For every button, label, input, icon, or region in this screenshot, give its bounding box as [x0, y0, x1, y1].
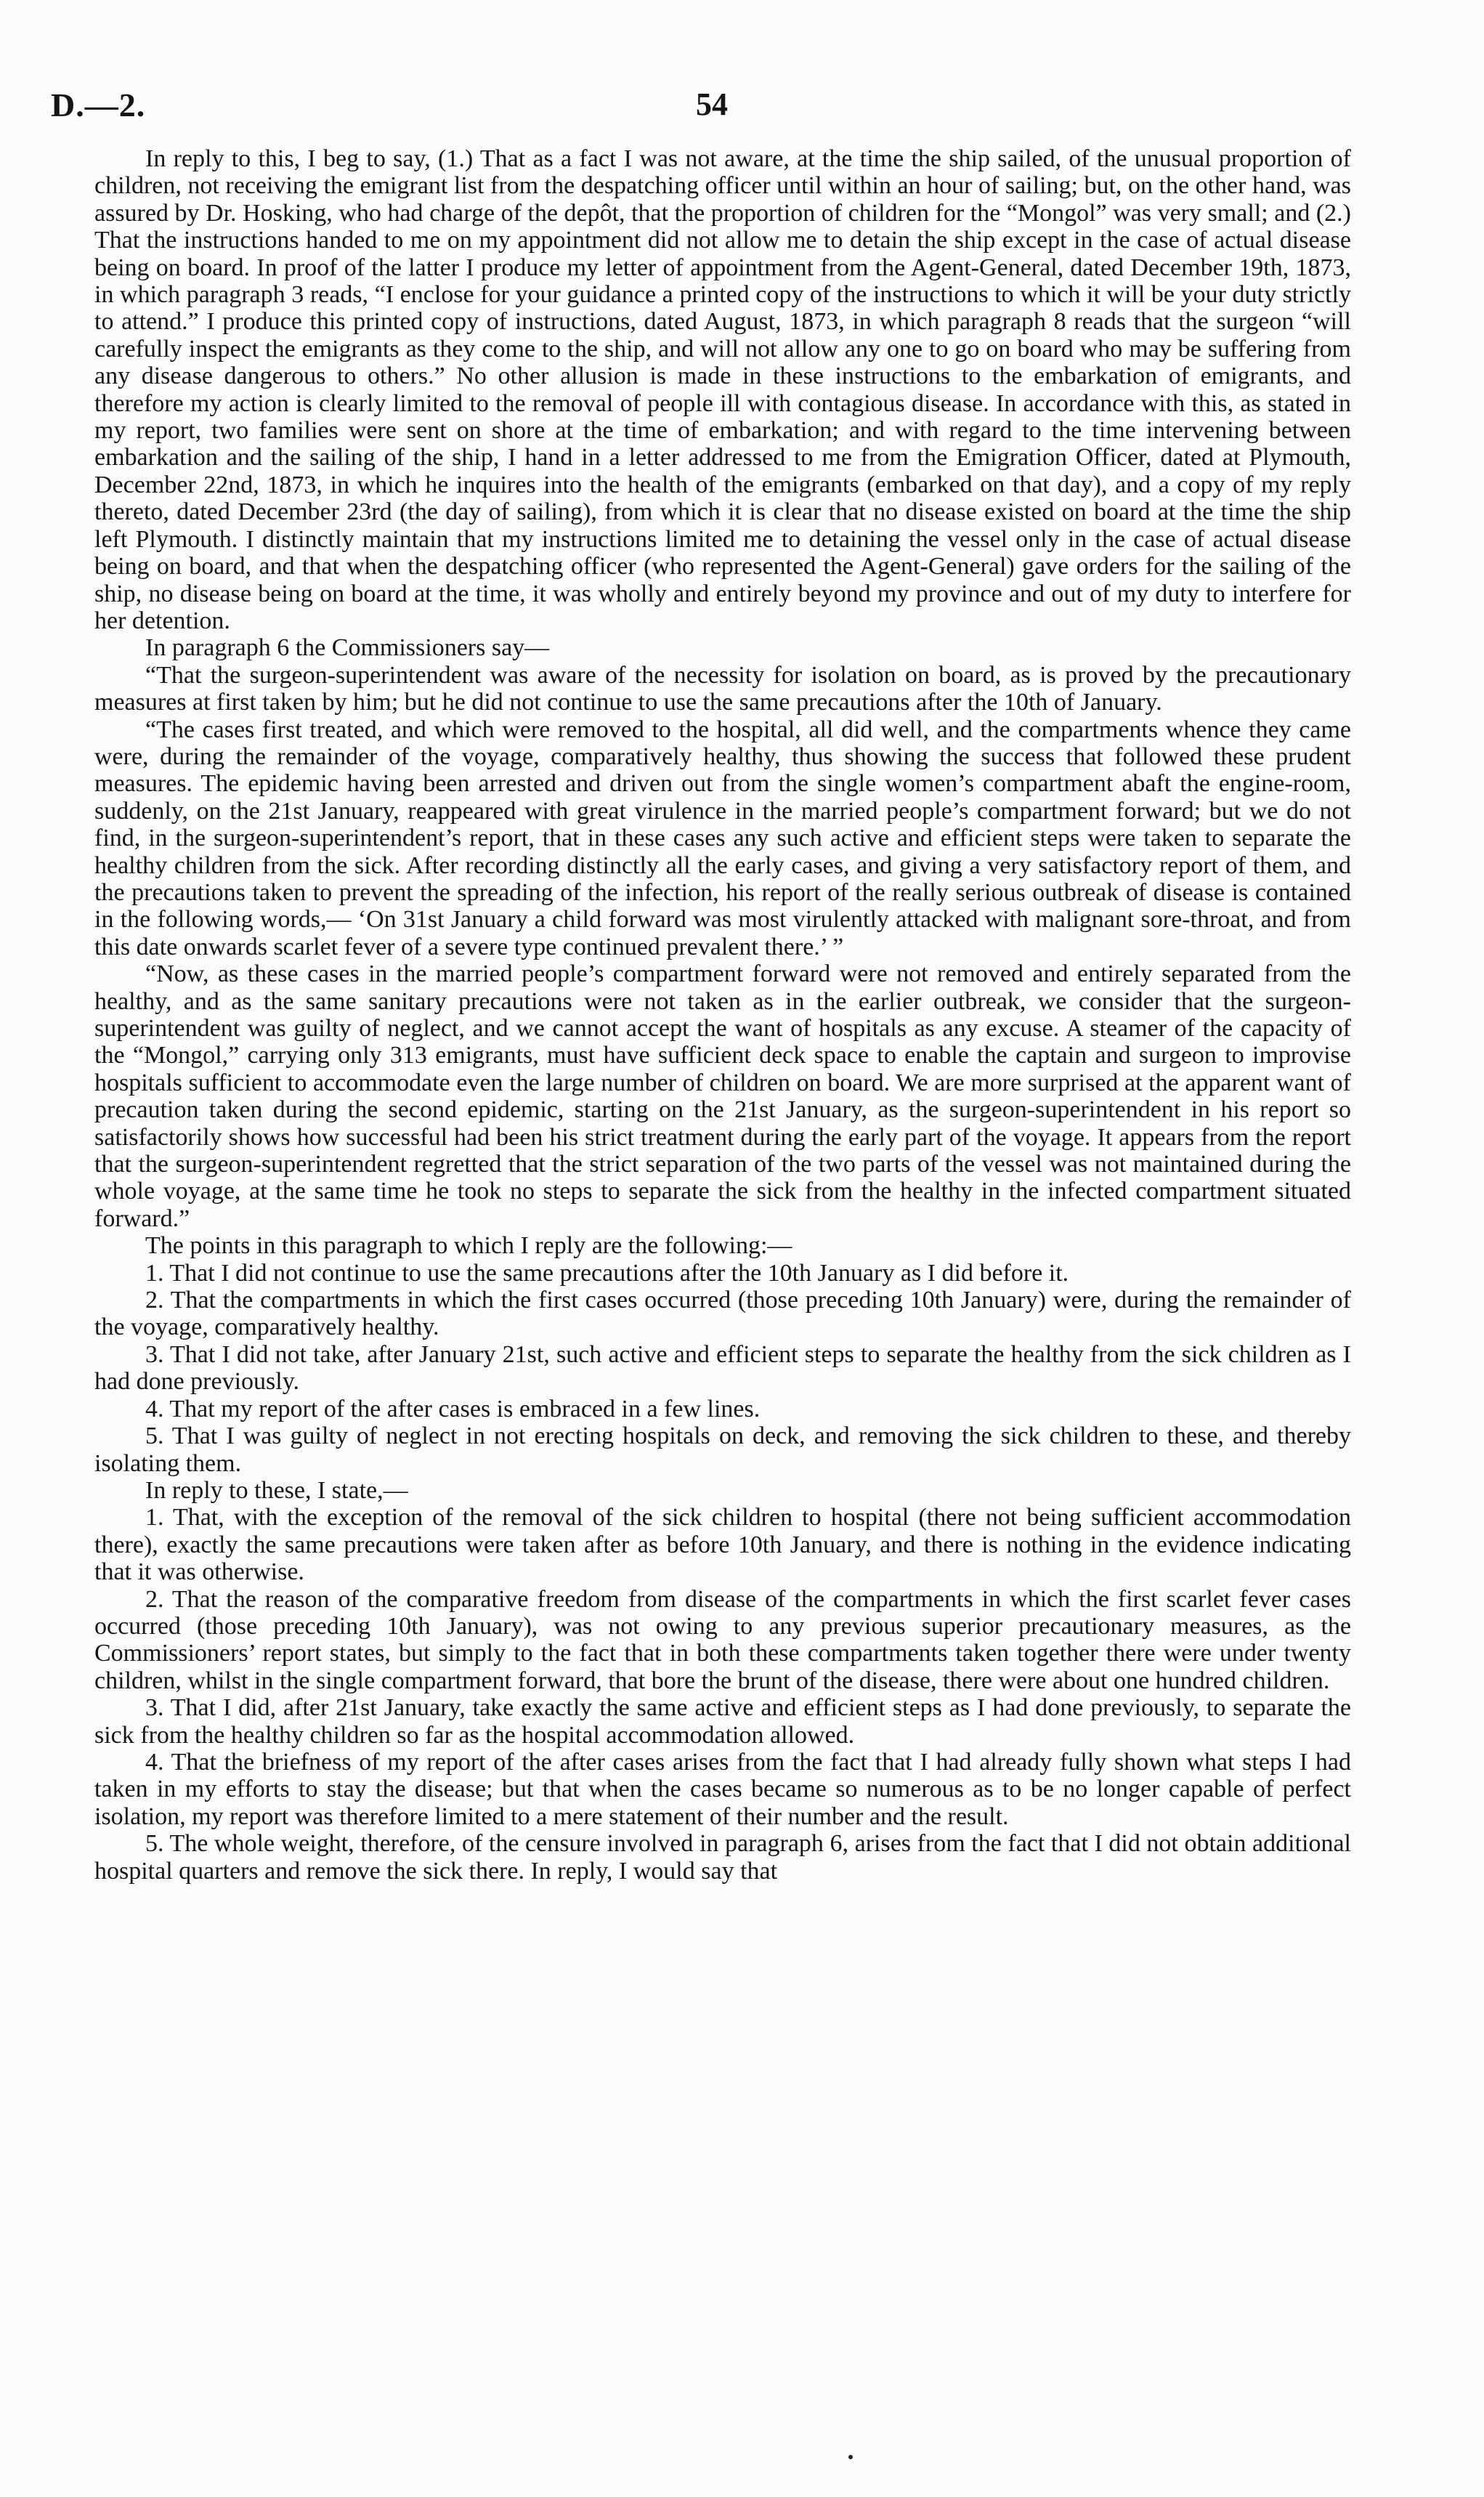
quote-cases-first-treated: “The cases first treated, and which were removed to the hospital, all did well, and the compartments whence they came were, during the remainder of the voyage, comparatively healthy, thus showing the success that followed these prudent measures. The epidemic having been arrested and driven out from the single women’s compartment abaft the engine-room, suddenly, on the 21st January, reappeared with great virulence in the married people’s compartment forward; but we do not find, in the surgeon-superintendent’s report, that in these cases any such active and efficient steps were taken to separate the healthy children from the sick. After recording distinctly all the early cases, and giving a very satisfactory report of them, and the precautions taken to prevent the spreading of the infection, his report of the really serious outbreak of disease is contained in the following words,— ‘On 31st January a child forward was most virulently attacked with malignant sore-throat, and from this date onwards scarlet fever of a severe type continued prevalent there.’ ” [94, 716, 1351, 960]
reply-item: 4. That the briefness of my report of the after cases arises from the fact that I had already fully shown what steps I had taken in my efforts to stay the disease; but that when the cases became so numerous as to be no longer capable of perfect isolation, my report was therefore limited to a mere statement of their number and the result. [94, 1748, 1351, 1830]
page-header [51, 86, 1431, 129]
document-code: D.—2. [51, 86, 146, 124]
paragraph-commissioners-say: In paragraph 6 the Commissioners say— [145, 634, 550, 662]
reply-item: 2. That the reason of the comparative freedom from disease of the compartments in which the first scarlet fever cases occurred (those preceding 10th January), was not owing to any previous superior precautionary measures, as the Commissioners’ report states, but simply to the fact that in both these compartments taken together there were under twenty children, whilst in the single compartment forward, that bore the brunt of the disease, there were about one hundred children. [94, 1585, 1351, 1694]
paragraph-reply-state: In reply to these, I state,— [145, 1476, 408, 1504]
page-number: 54 [696, 86, 728, 122]
point-item: 5. That I was guilty of neglect in not erecting hospitals on deck, and removing the sick children to these, and thereby isolating them. [94, 1422, 1351, 1477]
paragraph-reply-intro: In reply to this, I beg to say, (1.) That as a fact I was not aware, at the time the ship sailed, of the unusual proportion of children, not receiving the emigrant list from the despatching officer until within an hour of sailing; but, on the other hand, was assured by Dr. Hosking, who had charge of the depôt, that the proportion of children for the “Mongol” was very small; and (2.) That the instructions handed to me on my appointment did not allow me to detain the ship except in the case of actual disease being on board. In proof of the latter I produce my letter of appointment from the Agent-General, dated December 19th, 1873, in which paragraph 3 reads, “I enclose for your guidance a printed copy of the instructions to which it will be your duty strictly to attend.” I produce this printed copy of instructions, dated August, 1873, in which paragraph 8 reads that the surgeon “will carefully inspect the emigrants as they come to the ship, and will not allow any one to go on board who may be suffering from any disease dangerous to others.” No other allusion is made in these instructions to the embarkation of emigrants, and therefore my action is clearly limited to the removal of people ill with contagious disease. In accordance with this, as stated in my report, two families were sent on shore at the time of embarkation; and with regard to the time intervening between embarkation and the sailing of the ship, I hand in a letter addressed to me from the Emigration Officer, dated at Plymouth, December 22nd, 1873, in which he inquires into the health of the emigrants (embarked on that day), and a copy of my reply thereto, dated December 23rd (the day of sailing), from which it is clear that no disease existed on board at the time the ship left Plymouth. I distinctly maintain that my instructions limited me to detaining the vessel only in the case of actual disease being on board, and that when the despatching officer (who represented the Agent-General) gave orders for the sailing of the ship, no disease being on board at the time, it was wholly and entirely beyond my province and out of my duty to interfere for her detention. [94, 145, 1351, 634]
footer-dot-mark [848, 2455, 853, 2459]
reply-item: 3. That I did, after 21st January, take exactly the same active and efficient steps as I had done previously, to separate the sick from the healthy children so far as the hospital accommodation allowed. [94, 1694, 1351, 1749]
point-item: 2. That the compartments in which the first cases occurred (those preceding 10th January) were, during the remainder of the voyage, comparatively healthy. [94, 1287, 1351, 1341]
quote-isolation-awareness: “That the surgeon-superintendent was aware of the necessity for isolation on board, as is proved by the precautionary measures at first taken by him; but he did not continue to use the same precautions after the 10th of January. [94, 661, 1351, 716]
quote-married-compartment: “Now, as these cases in the married people’s compartment forward were not removed and entirely separated from the healthy, and as the same sanitary precautions were not taken as in the earlier outbreak, we consider that the surgeon-superintendent was guilty of neglect, and we cannot accept the want of hospitals as any excuse. A steamer of the capacity of the “Mongol,” carrying only 313 emigrants, must have sufficient deck space to enable the captain and surgeon to improvise hospitals sufficient to accommodate even the large number of children on board. We are more surprised at the apparent want of precaution taken during the second epidemic, starting on the 21st January, as the surgeon-superintendent in his report so satisfactorily shows how successful had been his strict treatment during the early part of the voyage. It appears from the report that the surgeon-superintendent regretted that the strict separation of the two parts of the vessel was not maintained during the whole voyage, at the same time he took no steps to separate the sick from the healthy in the infected compartment situated forward.” [94, 960, 1351, 1232]
point-item: 3. That I did not take, after January 21st, such active and efficient steps to separate the healthy from the sick children as I had done previously. [94, 1340, 1351, 1396]
point-item: 4. That my report of the after cases is embraced in a few lines. [145, 1395, 761, 1422]
point-item: 1. That I did not continue to use the same precautions after the 10th January as I did before it. [145, 1259, 1069, 1287]
reply-item: 1. That, with the exception of the removal of the sick children to hospital (there not being sufficient accommodation there), exactly the same precautions were taken after as before 10th January, and there is nothing in the evidence indicating that it was otherwise. [94, 1504, 1351, 1586]
paragraph-points-intro: The points in this paragraph to which I reply are the following:— [145, 1232, 792, 1260]
document-body [94, 145, 1351, 2427]
reply-item: 5. The whole weight, therefore, of the censure involved in paragraph 6, arises from the fact that I did not obtain additional hospital quarters and remove the sick there. In reply, I would say that [94, 1830, 1351, 1885]
